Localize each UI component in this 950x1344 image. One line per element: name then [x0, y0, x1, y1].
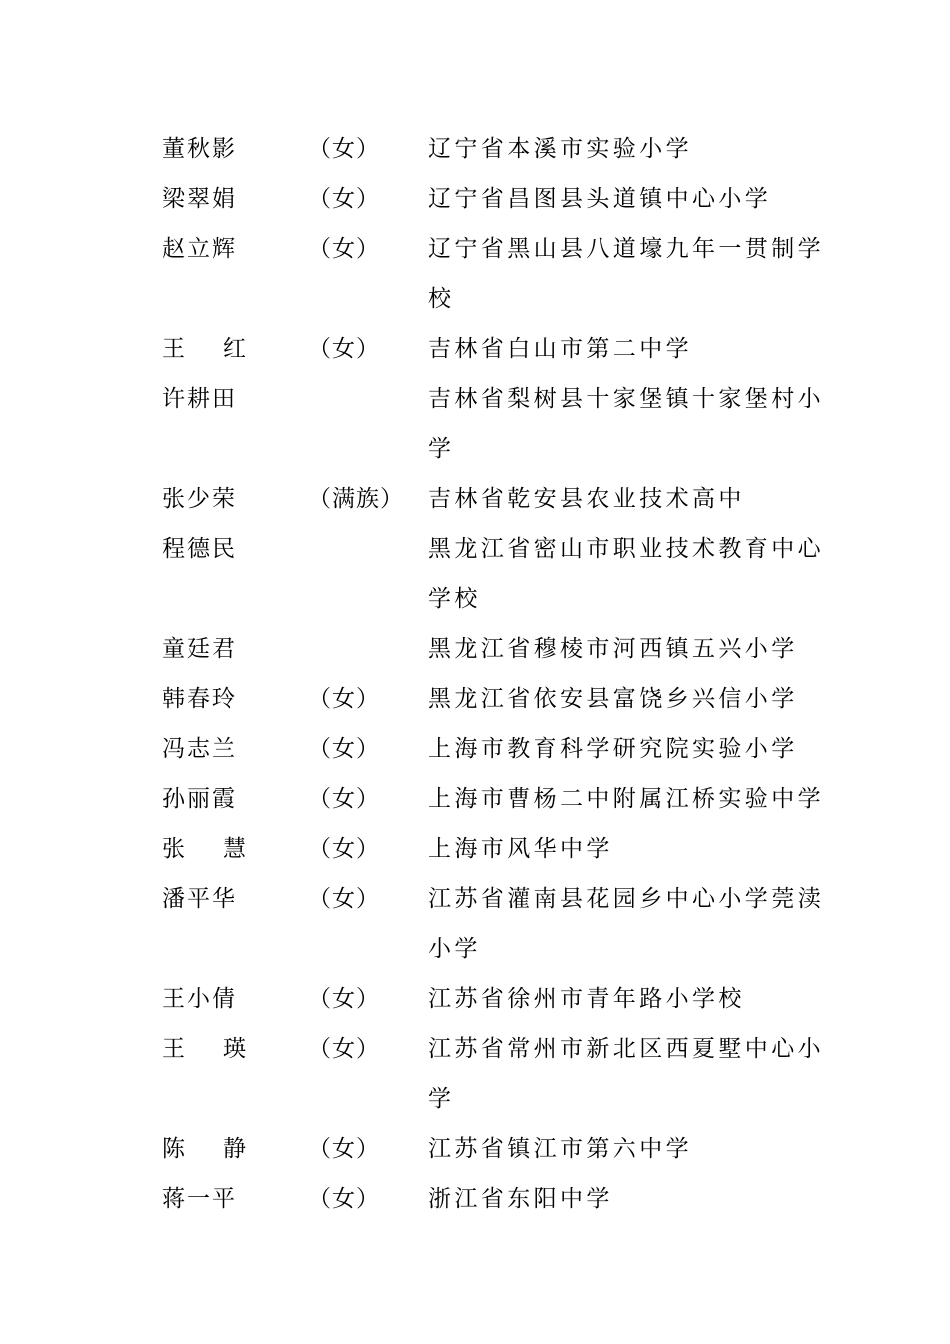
person-tag: （女） [308, 1036, 380, 1062]
list-item [162, 674, 842, 724]
list-item [162, 124, 842, 174]
person-unit: 江苏省徐州市青年路小学校 [428, 986, 745, 1012]
list-item [162, 474, 842, 524]
person-unit: 吉林省乾安县农业技术高中 [428, 486, 745, 512]
person-name: 王红 [162, 336, 284, 362]
person-unit: 上海市曹杨二中附属江桥实验中学 [428, 786, 824, 812]
person-unit: 吉林省白山市第二中学 [428, 336, 692, 362]
list-item [162, 724, 842, 774]
person-tag: （女） [308, 736, 380, 762]
person-name: 潘平华 [162, 886, 237, 912]
person-name: 董秋影 [162, 136, 237, 162]
list-item [162, 974, 842, 1024]
list-item [162, 374, 842, 474]
person-unit: 吉林省梨树县十家堡镇十家堡村小学 [428, 386, 824, 462]
list-item [162, 1124, 842, 1174]
person-name: 梁翠娟 [162, 186, 237, 212]
person-tag: （女） [308, 186, 380, 212]
person-unit: 辽宁省本溪市实验小学 [428, 136, 692, 162]
person-tag: （女） [308, 1136, 380, 1162]
person-name: 孙丽霞 [162, 786, 237, 812]
person-tag: （女） [308, 136, 380, 162]
person-name: 冯志兰 [162, 736, 237, 762]
person-tag: （女） [308, 1186, 380, 1212]
person-name: 王小倩 [162, 986, 237, 1012]
person-unit: 辽宁省黑山县八道壕九年一贯制学校 [428, 236, 824, 312]
person-unit: 浙江省东阳中学 [428, 1186, 613, 1212]
list-item [162, 1174, 842, 1224]
name-list [162, 124, 842, 1224]
person-tag: （女） [308, 836, 380, 862]
person-name: 张慧 [162, 836, 284, 862]
person-unit: 江苏省常州市新北区西夏墅中心小学 [428, 1036, 824, 1112]
person-tag: （女） [308, 886, 380, 912]
person-tag: （女） [308, 686, 380, 712]
person-tag: （女） [308, 986, 380, 1012]
list-item [162, 824, 842, 874]
list-item [162, 624, 842, 674]
person-tag: （女） [308, 236, 380, 262]
person-unit: 黑龙江省密山市职业技术教育中心学校 [428, 536, 824, 612]
person-name: 许耕田 [162, 386, 237, 412]
person-unit: 黑龙江省依安县富饶乡兴信小学 [428, 686, 798, 712]
person-unit: 上海市风华中学 [428, 836, 613, 862]
person-unit: 上海市教育科学研究院实验小学 [428, 736, 798, 762]
person-tag: （女） [308, 786, 380, 812]
person-name: 赵立辉 [162, 236, 237, 262]
person-name: 童廷君 [162, 636, 237, 662]
person-unit: 黑龙江省穆棱市河西镇五兴小学 [428, 636, 798, 662]
person-name: 程德民 [162, 536, 237, 562]
person-name: 张少荣 [162, 486, 237, 512]
person-name: 蒋一平 [162, 1186, 237, 1212]
person-unit: 江苏省灌南县花园乡中心小学莞渎小学 [428, 886, 824, 962]
list-item [162, 1024, 842, 1124]
list-item [162, 874, 842, 974]
person-name: 王瑛 [162, 1036, 284, 1062]
list-item [162, 524, 842, 624]
list-item [162, 324, 842, 374]
person-tag: （女） [308, 336, 380, 362]
person-unit: 辽宁省昌图县头道镇中心小学 [428, 186, 772, 212]
person-unit: 江苏省镇江市第六中学 [428, 1136, 692, 1162]
list-item [162, 224, 842, 324]
list-item [162, 774, 842, 824]
person-name: 陈静 [162, 1136, 284, 1162]
person-tag: （满族） [308, 486, 404, 512]
person-name: 韩春玲 [162, 686, 237, 712]
list-item [162, 174, 842, 224]
